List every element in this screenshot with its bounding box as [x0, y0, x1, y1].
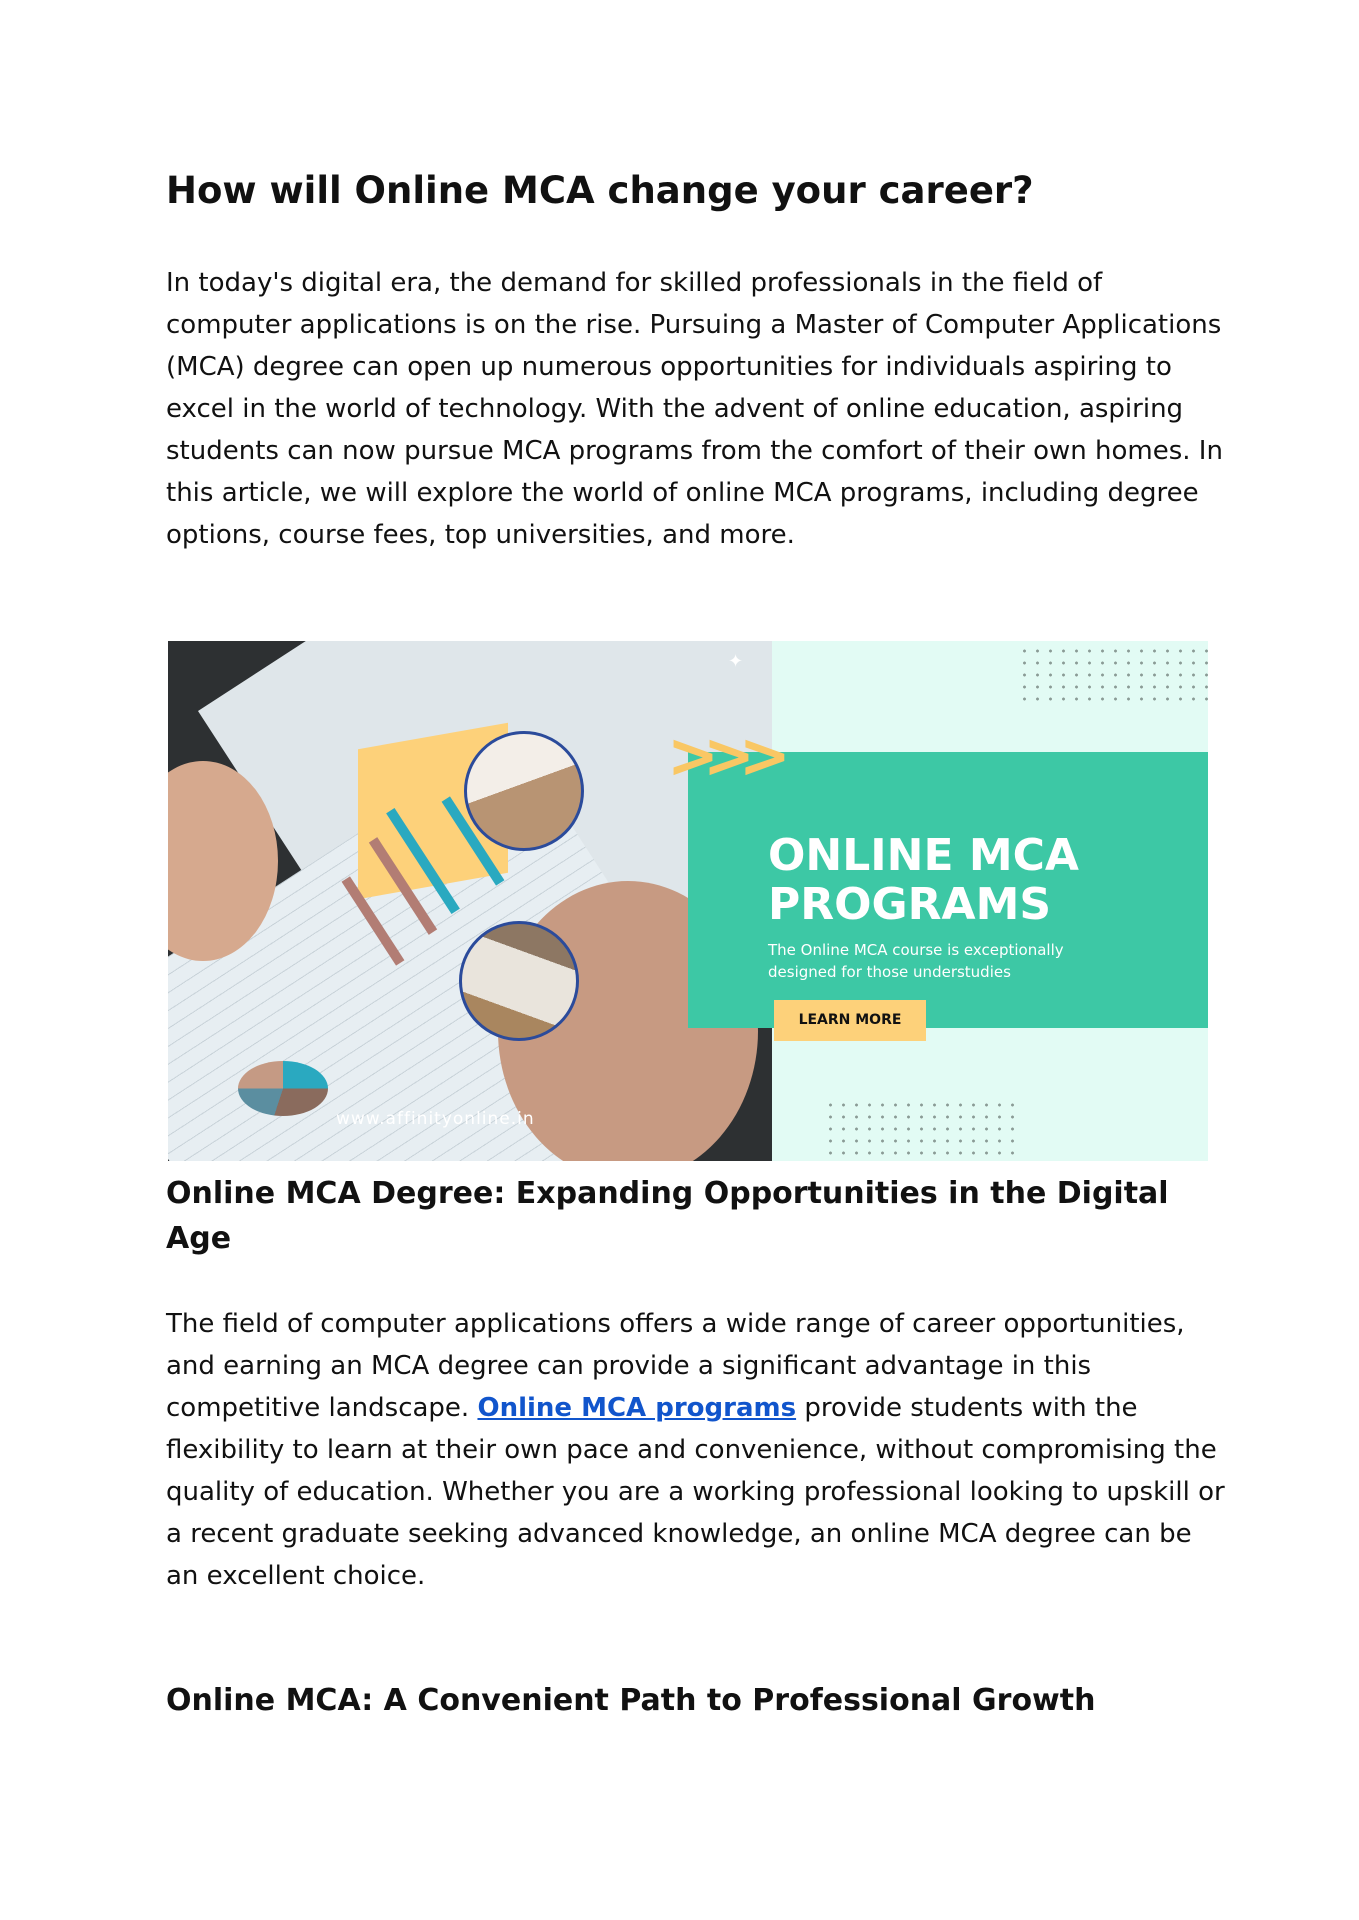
- banner-subtitle: The Online MCA course is exceptionally designed for those understudies: [768, 941, 1064, 981]
- pie-chart-graphic: [238, 1061, 328, 1116]
- website-watermark: www.affinityonline.in: [336, 1109, 535, 1129]
- learn-more-button[interactable]: LEARN MORE: [774, 1000, 926, 1041]
- page-title: How will Online MCA change your career?: [166, 169, 1034, 212]
- section-heading-degree: Online MCA Degree: Expanding Opportunities in the Digital Age: [166, 1176, 1169, 1256]
- dots-decoration: [1018, 645, 1208, 707]
- online-mca-programs-link[interactable]: Online MCA programs: [477, 1393, 797, 1423]
- banner-title: ONLINE MCA PROGRAMS: [768, 830, 1079, 930]
- photo-circle-bottom: [459, 921, 579, 1041]
- photo-circle-top: [464, 731, 584, 851]
- online-mca-banner-image: [168, 641, 1208, 1161]
- sparkle-icon: ✦: [728, 651, 744, 672]
- section-heading-growth: Online MCA: A Convenient Path to Professional Growth: [166, 1683, 1096, 1718]
- chevrons-icon: >>>: [667, 719, 775, 792]
- section-paragraph-degree: The field of computer applications offers a wide range of career opportunities, and earning an MCA degree can provide a significant advantage in this competitive landscape. Online MCA programs provide students with the flexibility to learn at their own pace and convenience, without compromising the quality of education. Whether you are a working professional looking to upskill or a recent graduate seeking advanced knowledge, an online MCA degree can be an excellent choice.: [166, 1309, 1225, 1591]
- dots-decoration: [824, 1099, 1024, 1161]
- intro-paragraph: In today's digital era, the demand for skilled professionals in the field of computer applications is on the rise. Pursuing a Master of Computer Applications (MCA) degree can open up numerous opportunities for individuals aspiring to excel in the world of technology. With the advent of online education, aspiring students can now pursue MCA programs from the comfort of their own homes. In this article, we will explore the world of online MCA programs, including degree options, course fees, top universities, and more.: [166, 268, 1223, 550]
